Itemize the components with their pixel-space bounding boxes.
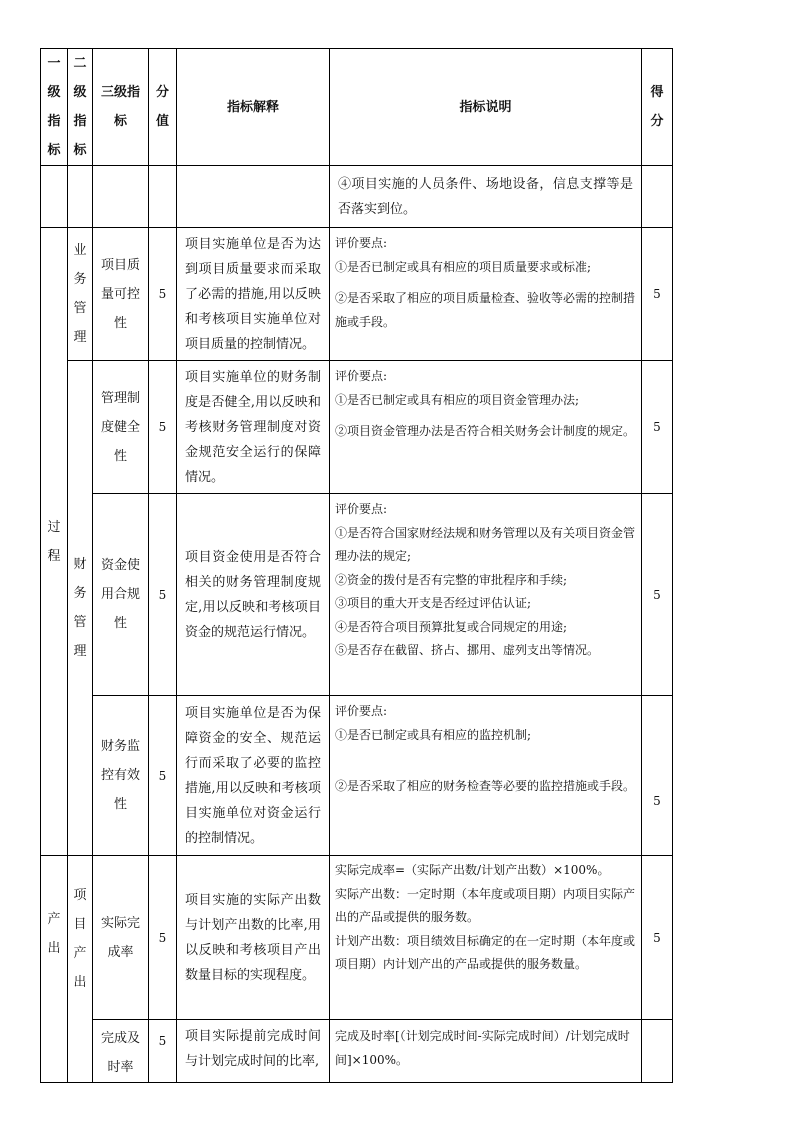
- table-row-timely: [41, 1020, 673, 1083]
- indicator-explain: 项目实际提前完成时间与计划完成时间的比率,: [177, 1020, 330, 1083]
- performance-evaluation-table: [40, 48, 673, 1083]
- continuation-note: ④项目实施的人员条件、场地设备，信息支撑等是否落实到位。: [330, 166, 642, 228]
- indicator-name: 财务监 控有效 性: [93, 696, 149, 856]
- table-row-monitor: [41, 696, 673, 856]
- header-score: 分 值: [149, 49, 177, 166]
- header-explain: 指标解释: [177, 49, 330, 166]
- indicator-name: 管理制 度健全 性: [93, 361, 149, 494]
- got-score: 5: [642, 228, 673, 361]
- header-desc: 指标说明: [330, 49, 642, 166]
- table-row-compliance: [41, 494, 673, 696]
- score-value: 5: [149, 696, 177, 856]
- score-value: 5: [149, 228, 177, 361]
- indicator-name: 资金使 用合规 性: [93, 494, 149, 696]
- score-value: 5: [149, 361, 177, 494]
- indicator-name: 完成及 时率: [93, 1020, 149, 1083]
- indicator-notes: 完成及时率[（计划完成时间-实际完成时间）/计划完成时间]×100%。: [330, 1020, 642, 1083]
- score-value: 5: [149, 494, 177, 696]
- indicator-notes: 评价要点: ①是否已制定或具有相应的监控机制; ②是否采取了相应的财务检查等必要的监控措施或手段。: [330, 696, 642, 856]
- indicator-explain: 项目实施单位是否为保障资金的安全、规范运行而采取了必要的监控措施,用以反映和考核项目实施单位对资金运行的控制情况。: [177, 696, 330, 856]
- header-got: 得 分: [642, 49, 673, 166]
- indicator-explain: 项目实施单位的财务制度是否健全,用以反映和考核财务管理制度对资金规范安全运行的保障情况。: [177, 361, 330, 494]
- table-row-completion: [41, 856, 673, 1020]
- indicator-notes: 实际完成率=（实际产出数/计划产出数）×100%。 实际产出数：一定时期（本年度或项目期）内项目实际产出的产品或提供的服务数。 计划产出数：项目绩效目标确定的在一定时期（本年度或项目期）内计划产出的产品或提供的服务数量。: [330, 856, 642, 1020]
- got-score: 5: [642, 856, 673, 1020]
- table-header-row: [41, 49, 673, 166]
- indicator-explain: 项目资金使用是否符合相关的财务管理制度规定,用以反映和考核项目资金的规范运行情况。: [177, 494, 330, 696]
- evaluation-table-page: [40, 48, 672, 1083]
- indicator-name: 项目质 量可控 性: [93, 228, 149, 361]
- got-score: 5: [642, 361, 673, 494]
- got-score: [642, 1020, 673, 1083]
- continuation-row: [41, 166, 673, 228]
- table-row-system: [41, 361, 673, 494]
- indicator-name: 实际完 成率: [93, 856, 149, 1020]
- group-guocheng: 过 程: [41, 228, 68, 856]
- got-score: 5: [642, 696, 673, 856]
- group-xiangmu: 项 目 产 出: [68, 856, 93, 1083]
- indicator-explain: 项目实施单位是否为达到项目质量要求而采取了必需的措施,用以反映和考核项目实施单位对项目质量的控制情况。: [177, 228, 330, 361]
- header-level2: 二 级 指 标: [68, 49, 93, 166]
- group-chanchu: 产 出: [41, 856, 68, 1083]
- indicator-explain: 项目实施的实际产出数与计划产出数的比率,用以反映和考核项目产出数量目标的实现程度。: [177, 856, 330, 1020]
- header-level1: 一 级 指 标: [41, 49, 68, 166]
- header-level3: 三级指 标: [93, 49, 149, 166]
- score-value: 5: [149, 1020, 177, 1083]
- table-row-quality: [41, 228, 673, 361]
- indicator-notes: 评价要点: ①是否符合国家财经法规和财务管理以及有关项目资金管理办法的规定; ②资金的拨付是否有完整的审批程序和手续; ③项目的重大开支是否经过评估认证; ④是否符合项目预算批复或合同规定的用途; ⑤是否存在截留、挤占、挪用、虚列支出等情况。: [330, 494, 642, 696]
- indicator-notes: 评价要点: ①是否已制定或具有相应的项目质量要求或标准; ②是否采取了相应的项目质量检查、验收等必需的控制措施或手段。: [330, 228, 642, 361]
- group-caiwu: 财 务 管 理: [68, 361, 93, 856]
- score-value: 5: [149, 856, 177, 1020]
- indicator-notes: 评价要点: ①是否已制定或具有相应的项目资金管理办法; ②项目资金管理办法是否符合相关财务会计制度的规定。: [330, 361, 642, 494]
- group-yewu: 业 务 管 理: [68, 228, 93, 361]
- got-score: 5: [642, 494, 673, 696]
